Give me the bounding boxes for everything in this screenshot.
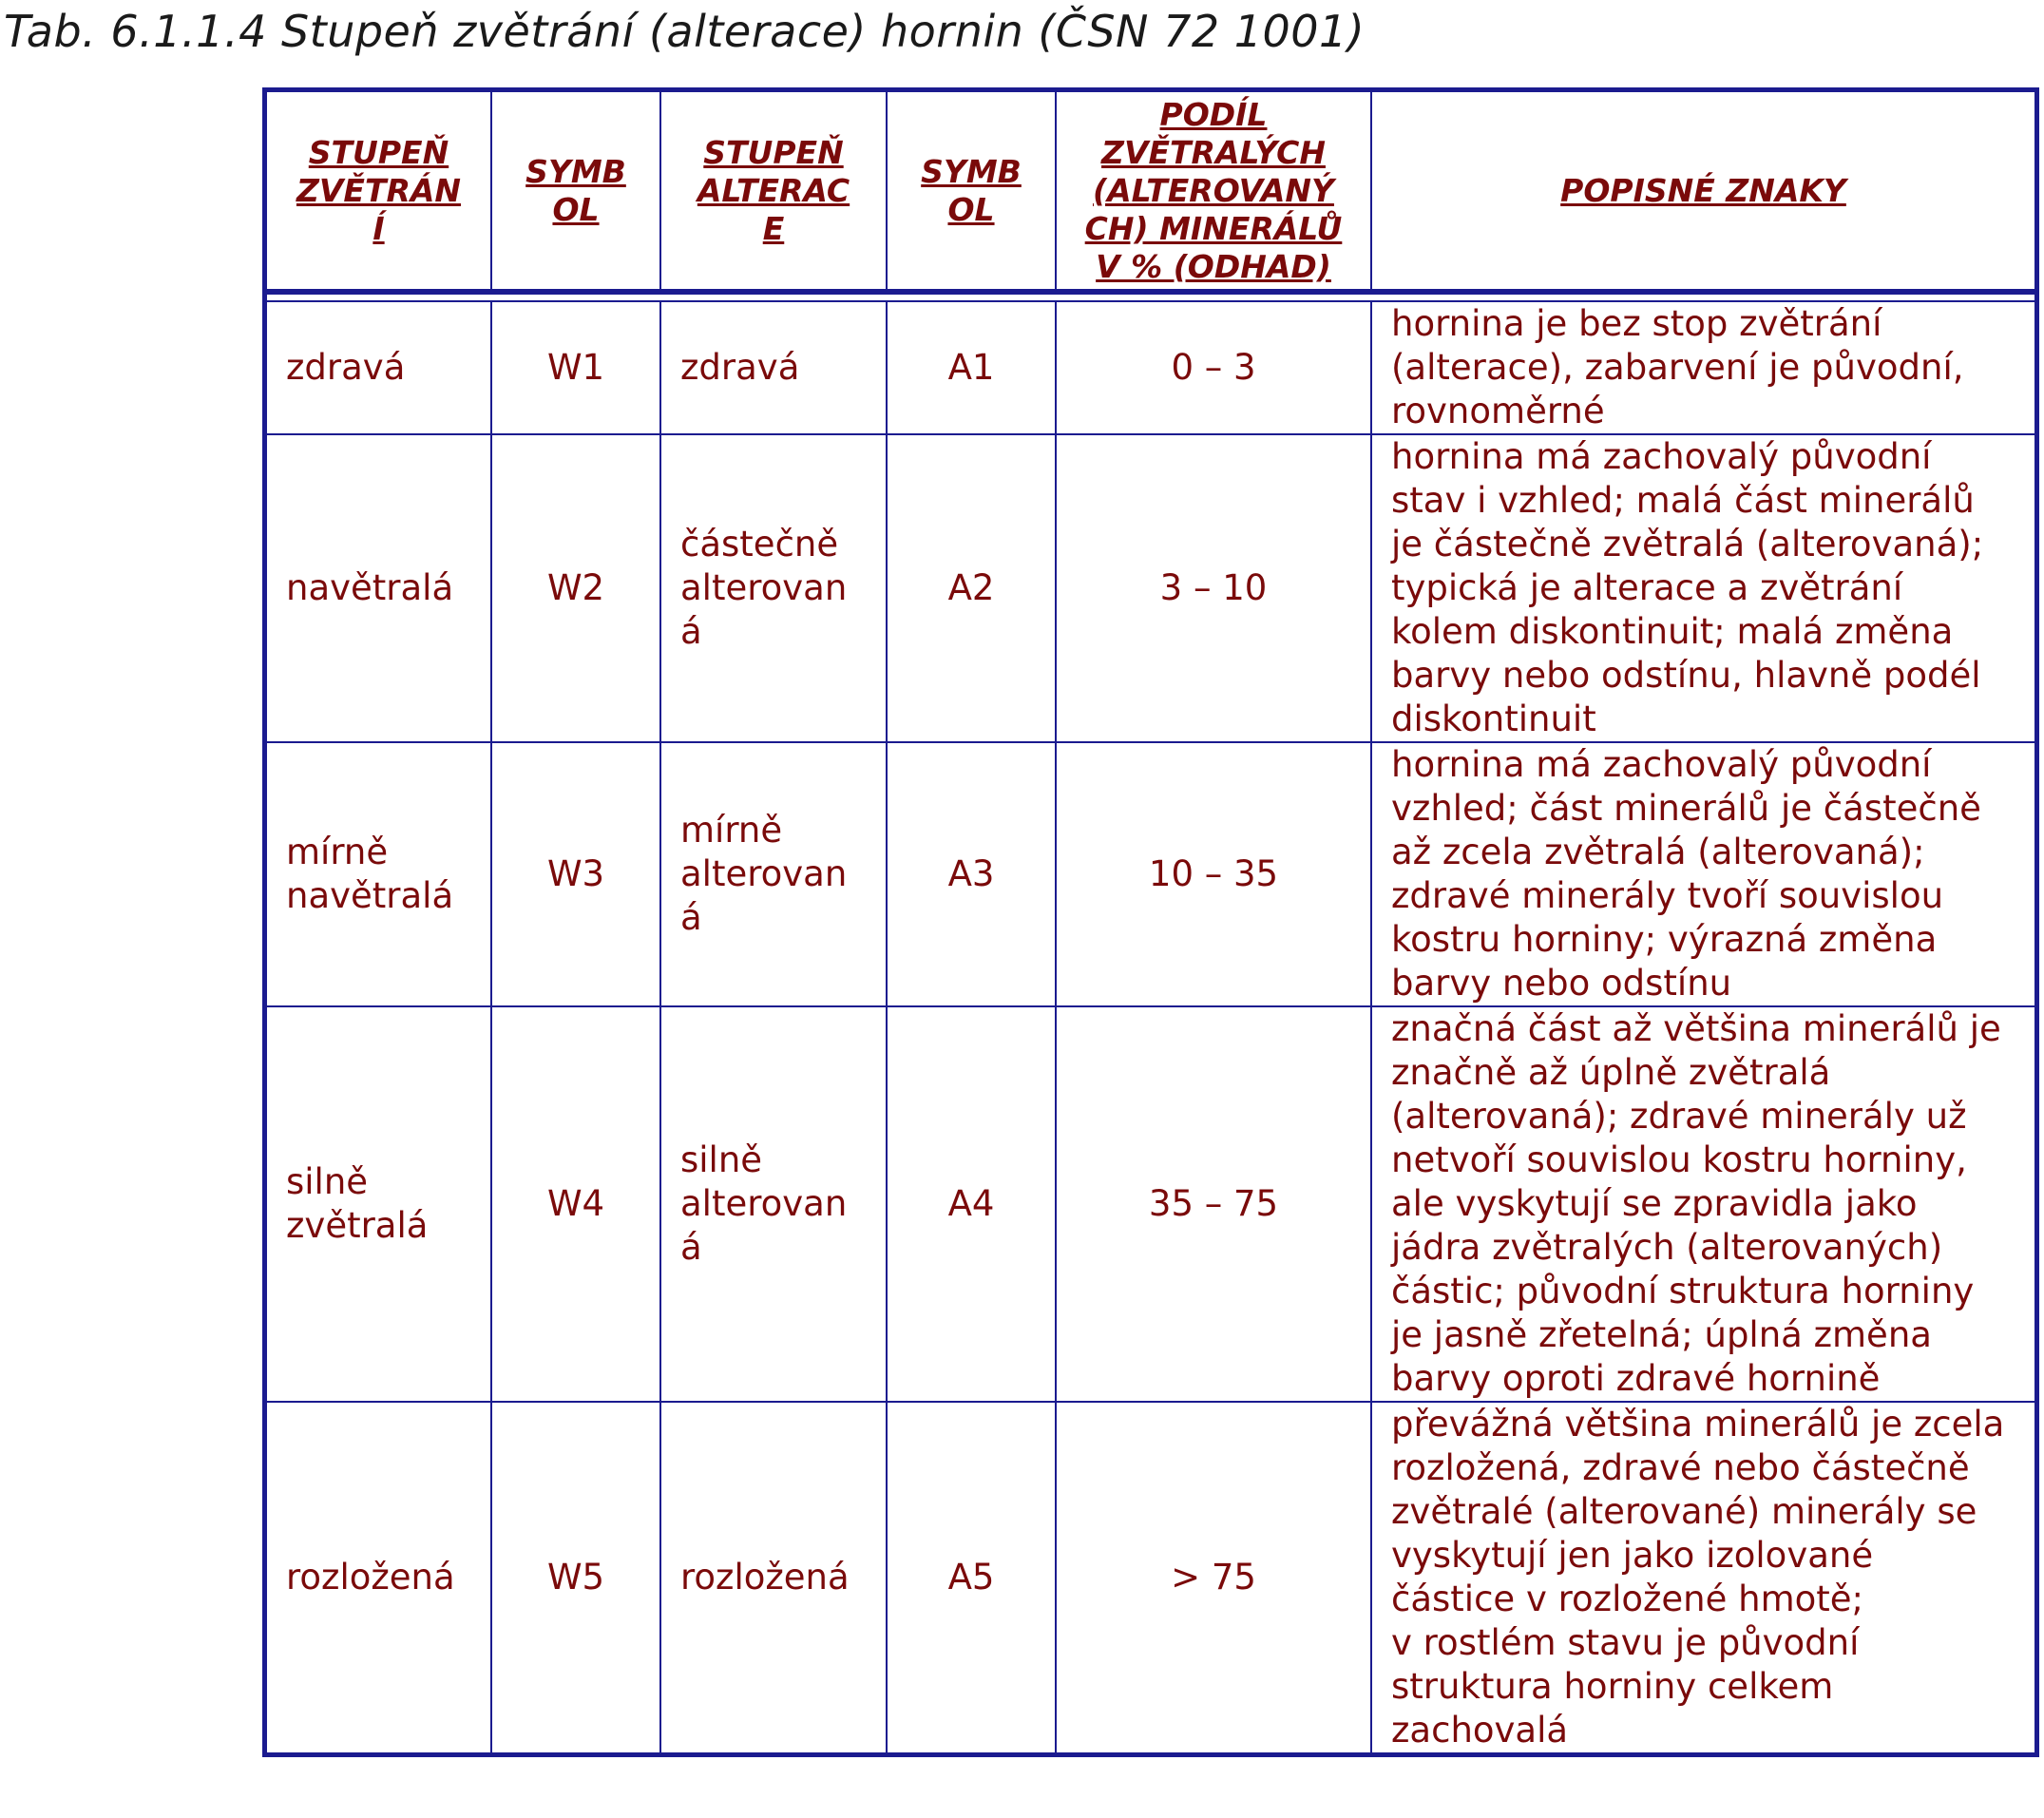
cell-percent: 0 – 3: [1056, 301, 1371, 434]
header-percent: PODÍL ZVĚTRALÝCH (ALTEROVANÝ CH) MINERÁLŮ V % (ODHAD): [1056, 92, 1371, 292]
cell-percent: > 75: [1056, 1402, 1371, 1752]
cell-weathering: zdravá: [267, 301, 491, 434]
cell-description: značná část až většina minerálů je značně až úplně zvětralá (alterovaná); zdravé minerály už netvoří souvislou kostru horniny, ale vyskytují se zpravidla jako jádra zvětralých (alterovaných) částic; původní struktura horniny je jasně zřetelná; úplná změna barvy oproti zdravé hornině: [1371, 1006, 2034, 1402]
cell-alteration: mírně alterovan á: [660, 742, 887, 1006]
header-weathering-degree: STUPEŇ ZVĚTRÁN Í: [267, 92, 491, 292]
header-alteration-degree: STUPEŇ ALTERAC E: [660, 92, 887, 292]
cell-weathering: rozložená: [267, 1402, 491, 1752]
cell-weathering: navětralá: [267, 434, 491, 742]
cell-percent: 10 – 35: [1056, 742, 1371, 1006]
cell-alteration: částečně alterovan á: [660, 434, 887, 742]
table-row: [267, 434, 2034, 742]
cell-alteration: zdravá: [660, 301, 887, 434]
cell-weathering: mírně navětralá: [267, 742, 491, 1006]
cell-a-symbol: A4: [887, 1006, 1056, 1402]
cell-percent: 3 – 10: [1056, 434, 1371, 742]
cell-alteration: silně alterovan á: [660, 1006, 887, 1402]
header-weathering-symbol: SYMB OL: [491, 92, 660, 292]
cell-description: hornina má zachovalý původní stav i vzhled; malá část minerálů je částečně zvětralá (alterovaná); typická je alterace a zvětrání kolem diskontinuit; malá změna barvy nebo odstínu, hlavně podél diskontinuit: [1371, 434, 2034, 742]
table-row: [267, 301, 2034, 434]
cell-a-symbol: A5: [887, 1402, 1056, 1752]
table-row: [267, 742, 2034, 1006]
cell-description: převážná většina minerálů je zcela rozložená, zdravé nebo částečně zvětralé (alterované) minerály se vyskytují jen jako izolované částice v rozložené hmotě; v rostlém stavu je původní struktura horniny celkem zachovalá: [1371, 1402, 2034, 1752]
cell-alteration: rozložená: [660, 1402, 887, 1752]
cell-w-symbol: W2: [491, 434, 660, 742]
cell-a-symbol: A3: [887, 742, 1056, 1006]
header-separator: [267, 292, 2034, 301]
cell-description: hornina je bez stop zvětrání (alterace), zabarvení je původní, rovnoměrné: [1371, 301, 2034, 434]
cell-percent: 35 – 75: [1056, 1006, 1371, 1402]
header-alteration-symbol: SYMB OL: [887, 92, 1056, 292]
weathering-table-grid: [267, 92, 2034, 1752]
cell-w-symbol: W1: [491, 301, 660, 434]
table-row: [267, 1402, 2034, 1752]
weathering-table: [262, 87, 2039, 1757]
cell-w-symbol: W3: [491, 742, 660, 1006]
cell-a-symbol: A2: [887, 434, 1056, 742]
cell-w-symbol: W4: [491, 1006, 660, 1402]
cell-w-symbol: W5: [491, 1402, 660, 1752]
cell-a-symbol: A1: [887, 301, 1056, 434]
cell-weathering: silně zvětralá: [267, 1006, 491, 1402]
header-description: POPISNÉ ZNAKY: [1371, 92, 2034, 292]
cell-description: hornina má zachovalý původní vzhled; část minerálů je částečně až zcela zvětralá (alterovaná); zdravé minerály tvoří souvislou kostru horniny; výrazná změna barvy nebo odstínu: [1371, 742, 2034, 1006]
header-row: [267, 92, 2034, 292]
table-row: [267, 1006, 2034, 1402]
table-caption: Tab. 6.1.1.4 Stupeň zvětrání (alterace) hornin (ČSN 72 1001): [4, 6, 1366, 57]
